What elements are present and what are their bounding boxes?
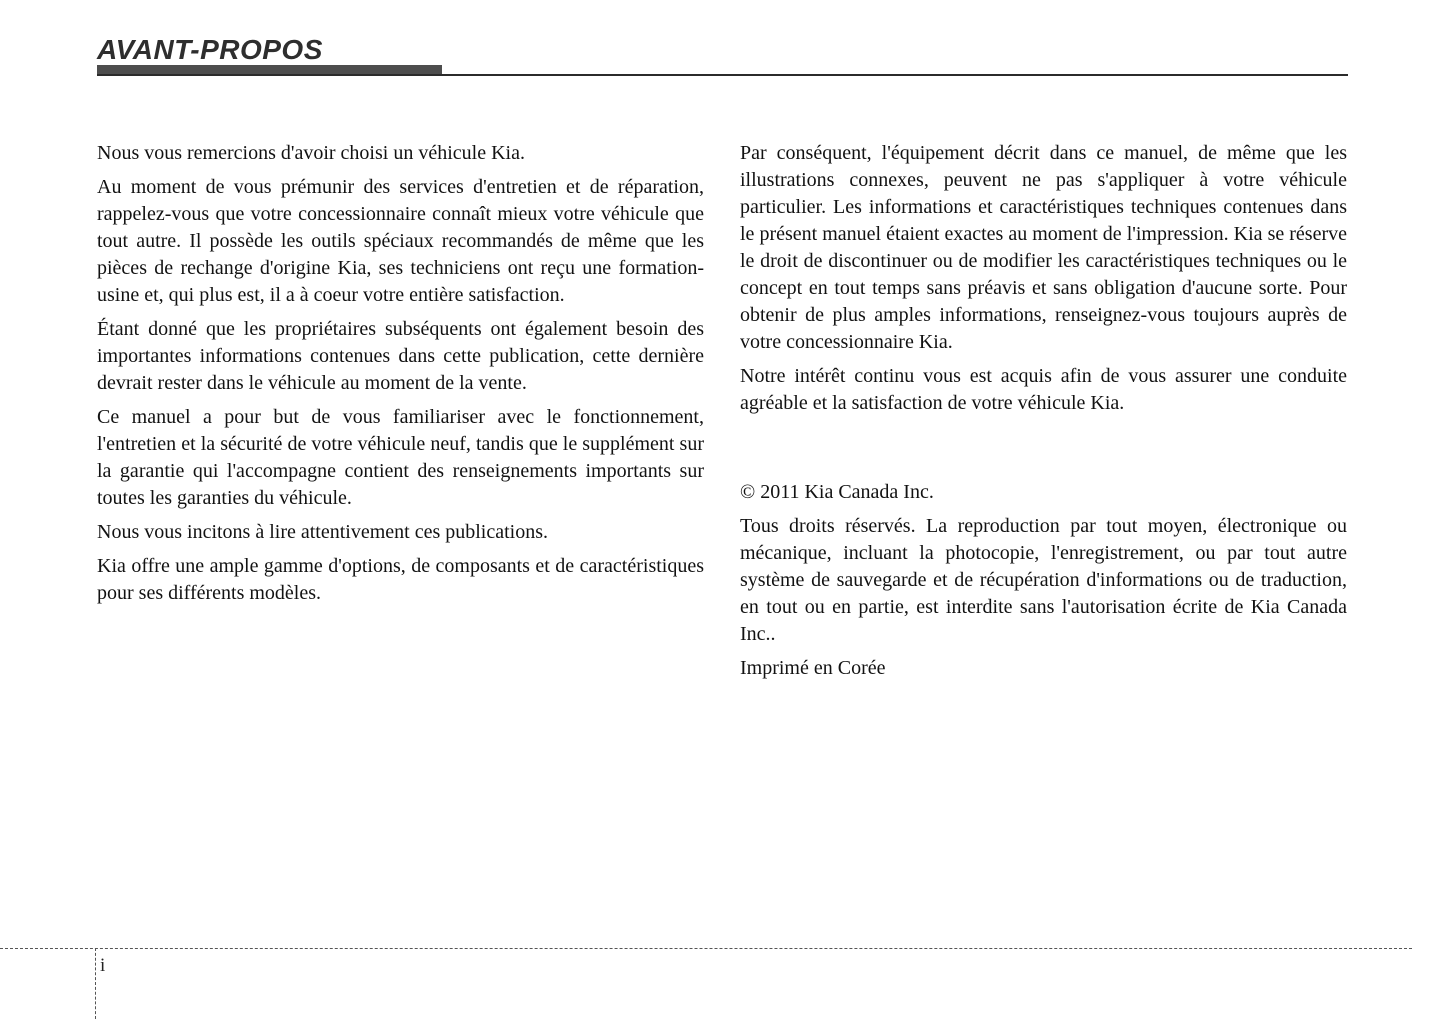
- paragraph: Étant donné que les propriétaires subséquents ont également besoin des importantes informations contenues dans cette publication, cette dernière devrait rester dans le véhicule au moment de la vente.: [97, 318, 704, 394]
- paragraph: Nous vous remercions d'avoir choisi un véhicule Kia.: [97, 142, 525, 164]
- paragraph: Notre intérêt continu vous est acquis afin de vous assurer une conduite agréable et la satisfaction de votre véhicule Kia.: [740, 365, 1347, 414]
- page-number: i: [100, 955, 106, 976]
- page-title: AVANT-PROPOS: [97, 34, 323, 65]
- paragraph: Au moment de vous prémunir des services d'entretien et de réparation, rappelez-vous que votre concessionnaire connaît mieux votre véhicule que tout autre. Il possède les outils spéciaux recommandés de même que les pièces de rechange d'origine Kia, ses techniciens ont reçu une formation-usine et, qui plus est, il a à coeur votre entière satisfaction.: [97, 176, 704, 306]
- paragraph: Nous vous incitons à lire attentivement ces publications.: [97, 521, 549, 543]
- paragraph: Par conséquent, l'équipement décrit dans ce manuel, de même que les illustrations connexes, peuvent ne pas s'appliquer à votre véhicule particulier. Les informations et caractéristiques techniques contenues dans le présent manuel étaient exactes au moment de l'impression. Kia se réserve le droit de discontinuer ou de modifier les caractéristiques techniques ou le concept en tout temps sans préavis et sans obligation d'aucune sorte. Pour obtenir de plus amples informations, renseignez-vous toujours auprès de votre concessionnaire Kia.: [740, 142, 1347, 353]
- content-columns: [97, 140, 1348, 689]
- paragraph: Ce manuel a pour but de vous familiariser avec le fonctionnement, l'entretien et la sécurité de votre véhicule neuf, tandis que le supplément sur la garantie qui l'accompagne contient des renseignements importants sur toutes les garanties du véhicule.: [97, 406, 704, 509]
- copyright-line: © 2011 Kia Canada Inc.: [740, 481, 934, 503]
- printed-in-line: Imprimé en Corée: [740, 657, 886, 679]
- right-column: [740, 140, 1347, 689]
- rights-paragraph: Tous droits réservés. La reproduction par tout moyen, électronique ou mécanique, incluant la photocopie, l'enregistrement, ou par tout autre système de sauvegarde et de récupération d'informations ou de traduction, en tout ou en partie, est interdite sans l'autorisation écrite de Kia Canada Inc..: [740, 515, 1347, 645]
- paragraph: Kia offre une ample gamme d'options, de composants et de caractéristiques pour ses différents modèles.: [97, 555, 704, 604]
- left-column: [97, 140, 704, 689]
- footer-dashed-rule: [0, 948, 1412, 949]
- page-header: [97, 34, 1348, 66]
- header-rule: [97, 74, 1348, 76]
- footer-vertical-dashed-rule: [95, 948, 96, 1019]
